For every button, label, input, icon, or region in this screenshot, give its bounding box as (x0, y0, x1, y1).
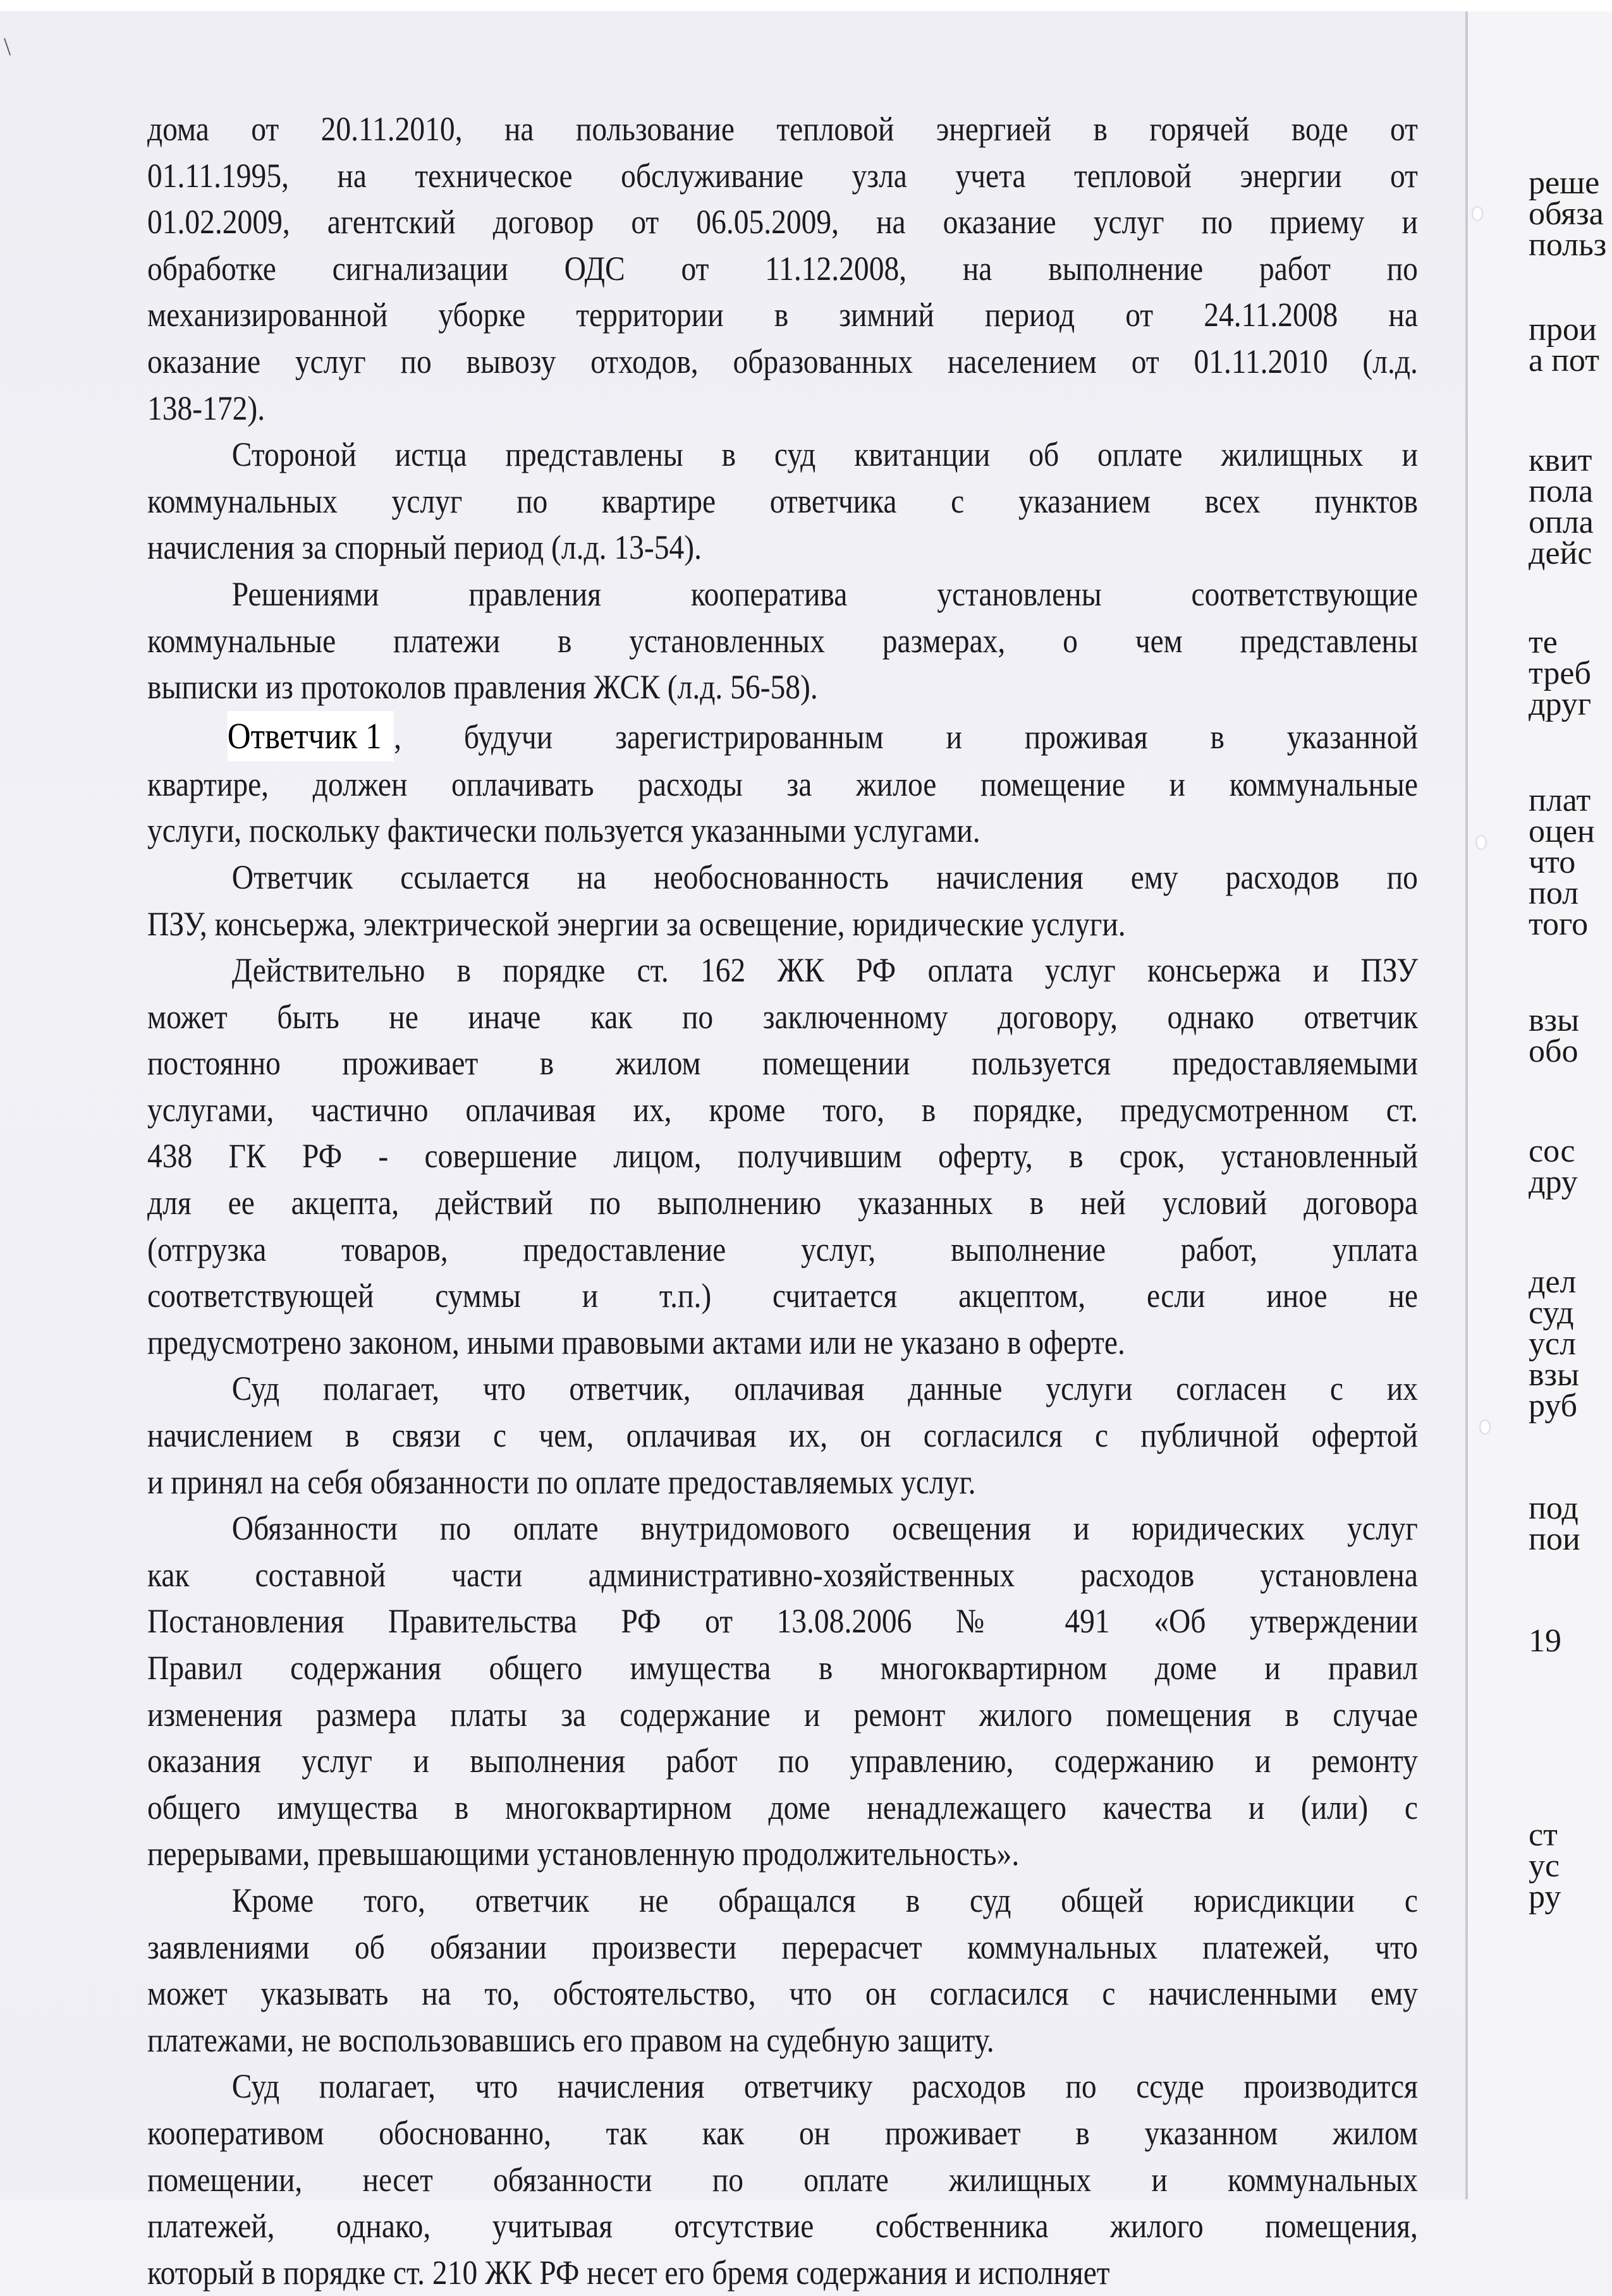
text-line: начислением в связи с чем, оплачивая их, он согласился с публичной офертой (147, 1416, 1418, 1455)
text-line: может быть не иначе как по заключенному договору, однако ответчик (147, 997, 1418, 1036)
adjacent-page-fragment: дру (1529, 1164, 1578, 1200)
text-line: коммунальных услуг по квартире ответчика с указанием всех пунктов (147, 482, 1418, 520)
adjacent-page-fragment: дел (1529, 1264, 1577, 1300)
adjacent-page-fragment: реше (1529, 165, 1600, 201)
adjacent-page-fragment: обо (1529, 1033, 1578, 1069)
adjacent-page-fragment: пол (1529, 875, 1579, 911)
text-line: 01.02.2009, агентский договор от 06.05.2009, на оказание услуг по приему и (147, 203, 1418, 241)
adjacent-page-fragment: ст (1529, 1817, 1558, 1853)
adjacent-page-fragment: друг (1529, 686, 1592, 722)
text-line: Суд полагает, что ответчик, оплачивая данные услуги согласен с их (231, 1370, 1418, 1408)
adjacent-page-fragment: пола (1529, 473, 1594, 509)
text-line: Обязанности по оплате внутридомового освещения и юридических услуг (231, 1509, 1418, 1548)
text-line: услуги, поскольку фактически пользуется указанными услугами. (147, 811, 980, 850)
binder-hole-mark (1477, 836, 1486, 849)
text-line: изменения размера платы за содержание и ремонт жилого помещения в случае (147, 1695, 1418, 1734)
adjacent-page-fragment: треб (1529, 655, 1591, 691)
text-line: постоянно проживает в жилом помещении пользуется предоставляемыми (147, 1044, 1418, 1083)
adjacent-page-fragment: ус (1529, 1848, 1560, 1884)
adjacent-page-fragment: польз (1529, 227, 1607, 263)
text-line: 01.11.1995, на техническое обслуживание узла учета тепловой энергии от (147, 156, 1418, 195)
text-line: услугами, частично оплачивая их, кроме того, в порядке, предусмотренном ст. (147, 1090, 1418, 1129)
adjacent-page-fragment: руб (1529, 1388, 1578, 1424)
paragraph (147, 1505, 1418, 1878)
adjacent-page-fragment: плат (1529, 782, 1591, 818)
adjacent-page-fragment: 19 (1529, 1623, 1561, 1659)
corner-mark: \ (4, 32, 11, 61)
text-line: оказание услуг по вывозу отходов, образованных населением от 01.11.2010 (л.д. (147, 342, 1418, 380)
text-line: дома от 20.11.2010, на пользование тепловой энергией в горячей воде от (147, 110, 1418, 148)
text-line: перерывами, превышающими установленную продолжительность». (147, 1835, 1020, 1873)
adjacent-page-fragment: оцен (1529, 813, 1595, 849)
text-line: Правил содержания общего имущества в многоквартирном доме и правил (147, 1649, 1418, 1687)
adjacent-page-fragment: дейс (1529, 535, 1592, 571)
paragraph (147, 106, 1418, 432)
adjacent-page-fragment: под (1529, 1490, 1578, 1526)
text-line: соответствующей суммы и т.п.) считается акцептом, если иное не (147, 1277, 1418, 1315)
text-line-rest: , будучи зарегистрированным и проживая в указанной (394, 717, 1418, 756)
paragraph (147, 947, 1418, 1366)
adjacent-page-fragment: того (1529, 906, 1589, 942)
text-line: для ее акцепта, действий по выполнению указанных в ней условий договора (147, 1184, 1418, 1222)
text-line: и принял на себя обязанности по оплате предоставляемых услуг. (147, 1462, 976, 1501)
adjacent-page-fragment: опла (1529, 504, 1594, 540)
text-line: механизированной уборке территории в зимний период от 24.11.2008 на (147, 296, 1418, 334)
paragraph (147, 571, 1418, 711)
text-line: (отгрузка товаров, предоставление услуг, выполнение работ, уплата (147, 1230, 1418, 1268)
paragraph (147, 1878, 1418, 2063)
adjacent-page-fragment: прои (1529, 312, 1597, 348)
adjacent-page-fragment: обяза (1529, 196, 1604, 232)
text-line: кооперативом обоснованно, так как он проживает в указанном жилом (147, 2113, 1418, 2152)
text-line (147, 711, 1418, 762)
adjacent-page-fragment: что (1529, 844, 1576, 880)
text-line: Постановления Правительства РФ от 13.08.2006 № 491 «Об утверждении (147, 1602, 1418, 1641)
text-line: общего имущества в многоквартирном доме ненадлежащего качества и (или) с (147, 1788, 1418, 1826)
text-line: может указывать на то, обстоятельство, что он согласился с начисленными ему (147, 1974, 1418, 2013)
text-line: выписки из протоколов правления ЖСК (л.д. 56-58). (147, 668, 818, 707)
adjacent-page-fragment: пои (1529, 1521, 1580, 1557)
scan-top-margin (0, 0, 1612, 11)
text-line: коммунальные платежи в установленных размерах, о чем представлены (147, 621, 1418, 660)
text-line: Решениями правления кооператива установлены соответствующие (231, 574, 1418, 613)
text-line: Действительно в порядке ст. 162 ЖК РФ оплата услуг консьержа и ПЗУ (231, 951, 1418, 990)
text-line: ПЗУ, консьержа, электрической энергии за освещение, юридические услуги. (147, 904, 1126, 943)
text-line: который в порядке ст. 210 ЖК РФ несет его бремя содержания и исполняет (147, 2253, 1110, 2292)
text-line: Ответчик ссылается на необоснованность начисления ему расходов по (231, 858, 1418, 896)
paragraph (147, 854, 1418, 947)
text-line: платежами, не воспользовавшись его правом на судебную защиту. (147, 2020, 994, 2059)
adjacent-page-fragment: сос (1529, 1133, 1575, 1169)
text-line: оказания услуг и выполнения работ по управлению, содержанию и ремонту (147, 1742, 1418, 1780)
text-line: заявлениями об обязании произвести перерасчет коммунальных платежей, что (147, 1928, 1418, 1966)
text-line: 138-172). (147, 389, 266, 427)
paragraph (147, 1366, 1418, 1505)
text-line: 438 ГК РФ - совершение лицом, получившим оферту, в срок, установленный (147, 1137, 1418, 1175)
binder-hole-mark (1481, 1421, 1489, 1433)
text-line: Стороной истца представлены в суд квитанции об оплате жилищных и (231, 435, 1418, 474)
text-line: предусмотрено законом, иными правовыми актами или не указано в оферте. (147, 1323, 1125, 1361)
binder-hole-mark (1473, 207, 1482, 220)
document-body (147, 106, 1418, 2296)
adjacent-page-fragment: усл (1529, 1326, 1577, 1362)
adjacent-page-fragment: ру (1529, 1879, 1561, 1915)
text-line: начисления за спорный период (л.д. 13-54). (147, 528, 702, 567)
adjacent-page-fragment: суд (1529, 1295, 1574, 1331)
paragraph (147, 711, 1418, 854)
paragraph (147, 2063, 1418, 2296)
adjacent-page-fragment: те (1529, 624, 1558, 660)
text-line: Кроме того, ответчик не обращался в суд общей юрисдикции с (231, 1881, 1418, 1919)
text-line: как составной части административно-хозяйственных расходов установлена (147, 1555, 1418, 1594)
adjacent-page-fragment: взы (1529, 1357, 1580, 1393)
adjacent-page-fragment: взы (1529, 1002, 1580, 1038)
text-line: квартире, должен оплачивать расходы за жилое помещение и коммунальные (147, 765, 1418, 803)
text-line: Суд полагает, что начисления ответчику расходов по ссуде производится (231, 2067, 1418, 2106)
text-line: обработке сигнализации ОДС от 11.12.2008, на выполнение работ по (147, 249, 1418, 288)
text-line: помещении, несет обязанности по оплате жилищных и коммунальных (147, 2160, 1418, 2199)
adjacent-page-fragment: квит (1529, 442, 1592, 478)
adjacent-page-fragment: а пот (1529, 343, 1599, 379)
redacted-name-box: Ответчик 1 (228, 711, 394, 762)
paragraph (147, 432, 1418, 571)
text-line: платежей, однако, учитывая отсутствие собственника жилого помещения, (147, 2207, 1418, 2245)
